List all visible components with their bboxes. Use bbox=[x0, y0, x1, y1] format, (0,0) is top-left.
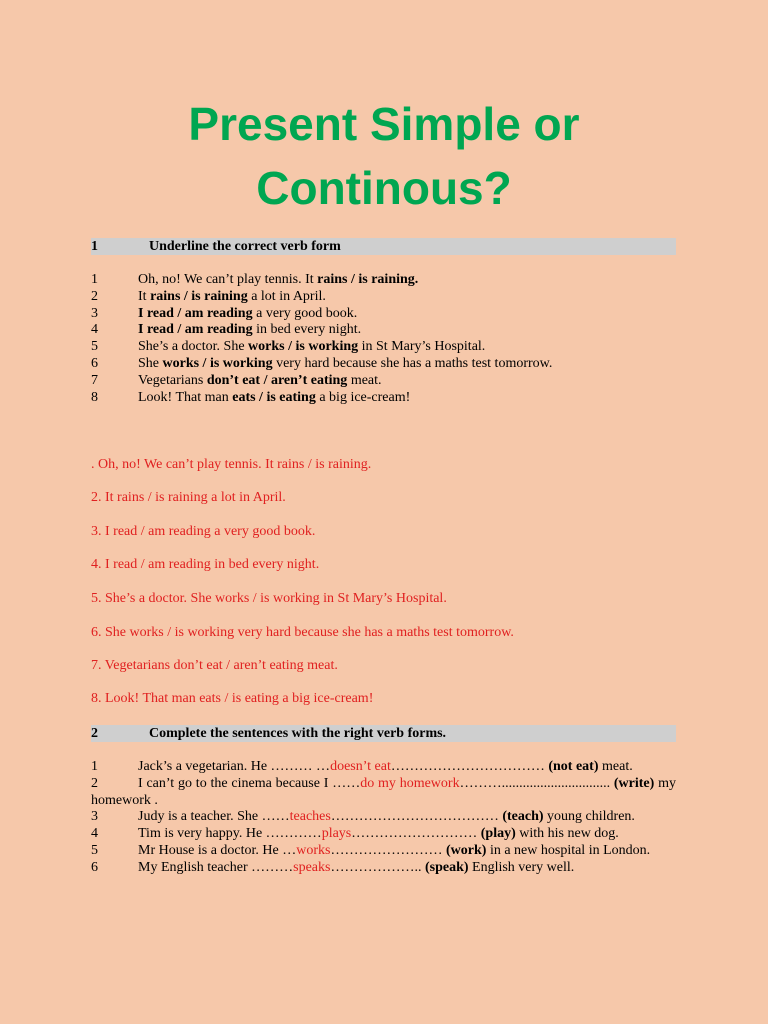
item-number: 2 bbox=[91, 288, 98, 304]
answer-line: 7. Vegetarians don’t eat / aren’t eating meat. bbox=[91, 658, 338, 673]
item-text: meat. bbox=[598, 759, 633, 774]
section-2-heading-text: Complete the sentences with the right verb forms. bbox=[149, 726, 447, 741]
answer-line: 3. I read / am reading a very good book. bbox=[91, 524, 316, 539]
item-number: 7 bbox=[91, 372, 98, 388]
item-number: 3 bbox=[91, 809, 98, 825]
item-text: in a new hospital in London. bbox=[486, 842, 651, 858]
item-text: ……………….. bbox=[330, 859, 425, 875]
item-text: young children. bbox=[543, 809, 635, 825]
item-choice: rains / is raining. bbox=[317, 272, 419, 287]
item-number: 4 bbox=[91, 322, 98, 338]
item-text: Look! That man bbox=[138, 389, 233, 405]
section-2-number: 2 bbox=[91, 726, 98, 741]
item-text: Jack’s a vegetarian. He ……… … bbox=[138, 759, 331, 774]
exercise-2-item bbox=[91, 776, 676, 810]
worksheet-title bbox=[0, 92, 768, 220]
item-text: Vegetarians bbox=[138, 372, 207, 388]
item-number: 5 bbox=[91, 339, 98, 355]
item-number: 6 bbox=[91, 355, 98, 371]
item-text: my homework . bbox=[91, 775, 677, 808]
exercise-1-list bbox=[91, 272, 676, 406]
item-text: with his new dog. bbox=[515, 826, 619, 842]
item-text: ……………………… bbox=[351, 826, 481, 842]
item-verb: (speak) bbox=[424, 859, 469, 875]
item-answer: speaks bbox=[293, 859, 331, 875]
item-text: …………………… bbox=[330, 842, 446, 858]
item-number: 8 bbox=[91, 389, 98, 405]
item-verb: (play) bbox=[480, 826, 516, 842]
item-choice: don’t eat / aren’t eating bbox=[206, 372, 348, 388]
item-choice: rains / is raining bbox=[150, 288, 248, 304]
exercise-2-list bbox=[91, 759, 676, 877]
answer-line: 8. Look! That man eats / is eating a big ice-cream! bbox=[91, 691, 374, 706]
item-text: My English teacher ……… bbox=[138, 859, 294, 875]
item-text: I can’t go to the cinema because I …… bbox=[138, 775, 361, 791]
item-text: a very good book. bbox=[252, 305, 358, 321]
item-text: meat. bbox=[347, 372, 382, 388]
exercise-1-item bbox=[91, 356, 676, 373]
exercise-1-item bbox=[91, 322, 676, 339]
item-text: Tim is very happy. He ………… bbox=[138, 826, 322, 842]
item-answer: works bbox=[296, 842, 331, 858]
item-verb: (work) bbox=[446, 842, 487, 858]
item-choice: works / is working bbox=[248, 339, 359, 355]
exercise-2-item bbox=[91, 759, 676, 776]
item-verb: (not eat) bbox=[548, 759, 599, 774]
item-choice: I read / am reading bbox=[138, 305, 253, 321]
item-number: 6 bbox=[91, 859, 98, 875]
item-choice: works / is working bbox=[162, 355, 273, 371]
item-text: It bbox=[138, 288, 151, 304]
item-number: 2 bbox=[91, 775, 98, 791]
exercise-2-item bbox=[91, 860, 676, 877]
exercise-1-item bbox=[91, 272, 676, 289]
item-text: English very well. bbox=[468, 859, 575, 875]
exercise-1-item bbox=[91, 339, 676, 356]
title-line-1: Present Simple or bbox=[188, 98, 580, 150]
item-verb: (write) bbox=[613, 775, 655, 791]
answer-line: 5. She’s a doctor. She works / is working in St Mary’s Hospital. bbox=[91, 591, 447, 606]
title-line-2: Continous? bbox=[256, 162, 512, 214]
item-text: ………............................... bbox=[459, 775, 614, 791]
item-verb: (teach) bbox=[502, 809, 544, 825]
item-text: a lot in April. bbox=[247, 288, 326, 304]
item-number: 1 bbox=[91, 272, 98, 287]
answer-line: 4. I read / am reading in bed every night. bbox=[91, 557, 320, 572]
item-answer: plays bbox=[321, 826, 352, 842]
item-number: 1 bbox=[91, 759, 98, 774]
exercise-1-item bbox=[91, 289, 676, 306]
item-text: very hard because she has a maths test tomorrow. bbox=[272, 355, 553, 371]
item-text: ……………………………… bbox=[330, 809, 503, 825]
item-choice: eats / is eating bbox=[232, 389, 316, 405]
section-2-heading bbox=[91, 725, 676, 742]
answer-line: 6. She works / is working very hard because she has a maths test tomorrow. bbox=[91, 625, 514, 640]
item-answer: do my homework bbox=[360, 775, 460, 791]
item-text: a big ice-cream! bbox=[315, 389, 411, 405]
answer-line: 2. It rains / is raining a lot in April. bbox=[91, 490, 286, 505]
exercise-2-item bbox=[91, 809, 676, 826]
item-text: in bed every night. bbox=[252, 322, 362, 338]
section-1-heading-text: Underline the correct verb form bbox=[149, 239, 341, 254]
exercise-2-item bbox=[91, 826, 676, 843]
item-number: 5 bbox=[91, 842, 98, 858]
item-number: 4 bbox=[91, 826, 98, 842]
exercise-1-item bbox=[91, 306, 676, 323]
item-text: Mr House is a doctor. He … bbox=[138, 842, 297, 858]
item-number: 3 bbox=[91, 305, 98, 321]
item-answer: doesn’t eat bbox=[330, 759, 391, 774]
item-text: …………………………… bbox=[390, 759, 549, 774]
item-text: in St Mary’s Hospital. bbox=[358, 339, 486, 355]
item-text: Judy is a teacher. She …… bbox=[138, 809, 290, 825]
section-1-number: 1 bbox=[91, 239, 98, 254]
exercise-1-item bbox=[91, 390, 676, 407]
item-answer: teaches bbox=[289, 809, 331, 825]
item-text: Oh, no! We can’t play tennis. It bbox=[138, 272, 318, 287]
item-text: She’s a doctor. She bbox=[138, 339, 249, 355]
answer-line: . Oh, no! We can’t play tennis. It rains / is raining. bbox=[91, 457, 372, 472]
exercise-1-item bbox=[91, 373, 676, 390]
exercise-2-item bbox=[91, 843, 676, 860]
section-1-heading bbox=[91, 238, 676, 255]
item-text: She bbox=[138, 355, 163, 371]
item-choice: I read / am reading bbox=[138, 322, 253, 338]
